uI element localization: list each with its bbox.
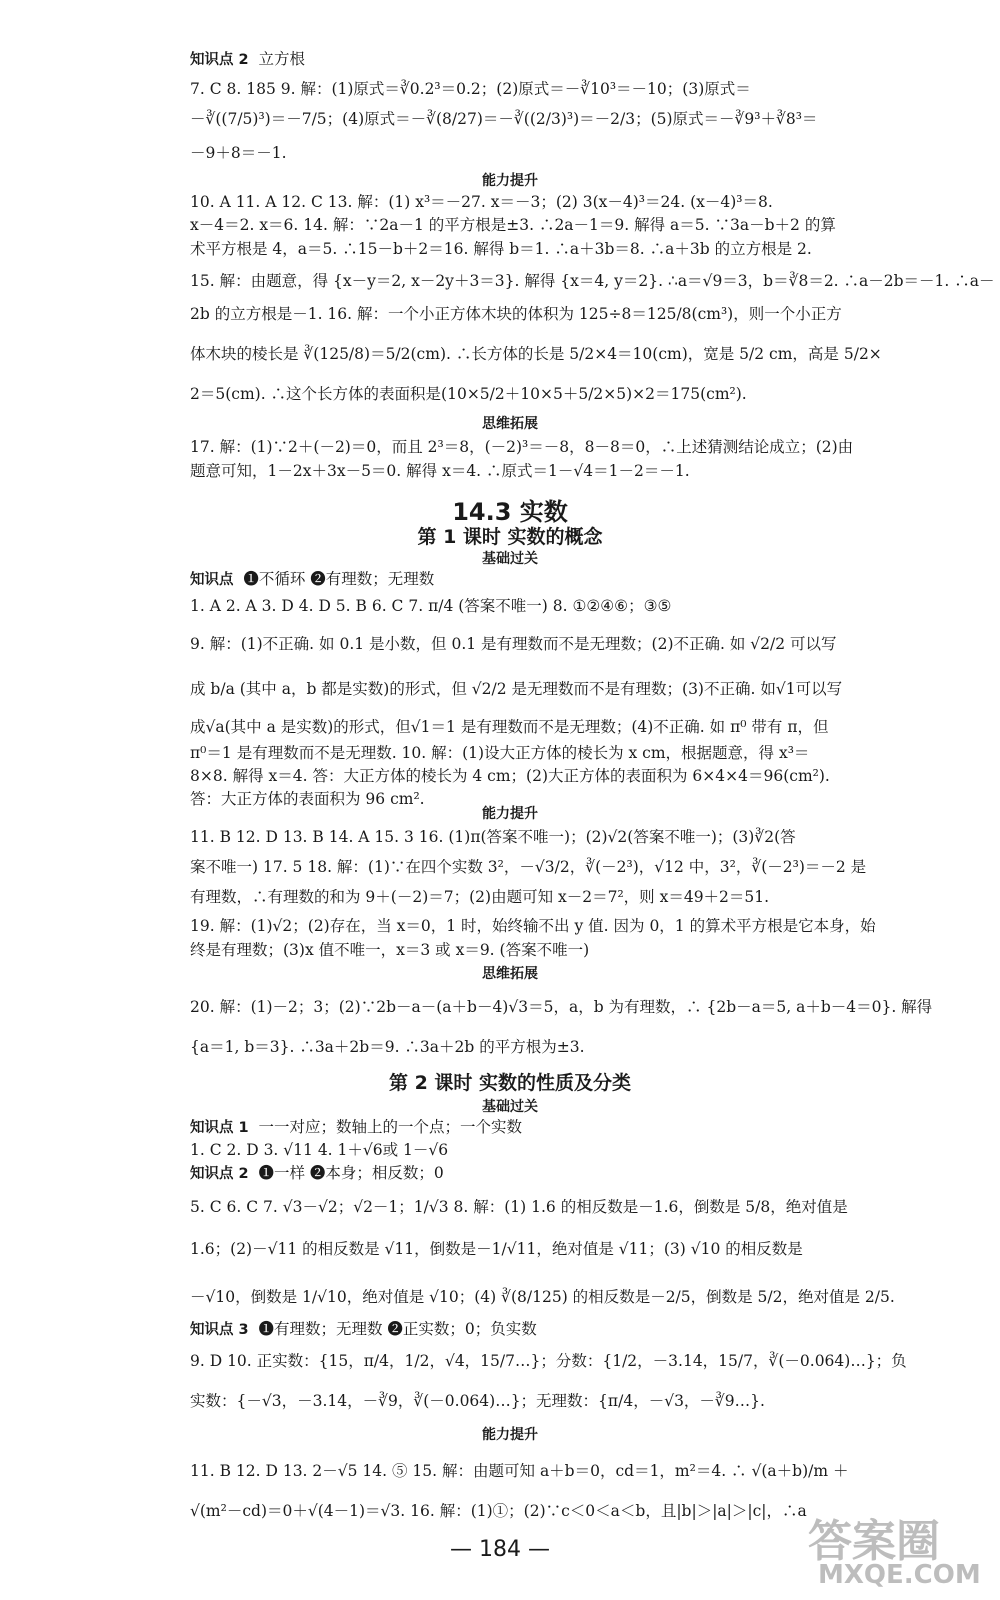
kp1-header [190, 1118, 830, 1138]
answer-line: 实数：{－√3，－3.14，－∛9，∛(－0.064)…}；无理数：{π/4，－√3，－∛9…}. [190, 1392, 765, 1410]
expand-heading: 思维拓展 [482, 416, 538, 432]
kp2-label: 知识点 2 [190, 1166, 249, 1182]
answer-line: x－4＝2. x＝6. 14. 解：∵2a－1 的平方根是±3. ∴2a－1＝9. 解得 a＝5. ∵3a－b＋2 的算 [190, 216, 836, 234]
answer-line: 20. 解：(1)－2；3；(2)∵2b－a－(a＋b－4)√3＝5，a，b 为有理数，∴ {2b－a＝5, a＋b－4＝0}. 解得 [190, 998, 933, 1016]
answer-line: 17. 解：(1)∵2＋(－2)＝0，而且 2³＝8，(－2)³＝－8，8－8＝0，∴上述猜测结论成立；(2)由 [190, 438, 854, 456]
answer-line: 11. B 12. D 13. 2－√5 14. ⑤ 15. 解：由题可知 a＋b＝0，cd＝1，m²＝4. ∴ √(a＋b)/m ＋ [190, 1462, 849, 1480]
answer-line: 8×8. 解得 x＝4. 答：大正方体的棱长为 4 cm；(2)大正方体的表面积为 6×4×4＝96(cm²). [190, 767, 830, 785]
ability-heading: 能力提升 [482, 173, 538, 189]
page-number: — 184 — [450, 1537, 550, 1562]
kp2-header [190, 50, 830, 70]
answer-line: 案不唯一) 17. 5 18. 解：(1)∵在四个实数 3²，－√3/2，∛(－2³)，√12 中，3²，∛(－2³)＝－2 是 [190, 858, 867, 876]
kp3-header [190, 1320, 830, 1340]
answer-line: 1. C 2. D 3. √11 4. 1＋√6或 1－√6 [190, 1141, 449, 1159]
answer-line: 10. A 11. A 12. C 13. 解：(1) x³＝－27. x＝－3；(2) 3(x－4)³＝24. (x－4)³＝8. [190, 193, 773, 211]
ability-heading: 能力提升 [482, 806, 538, 822]
expand-heading: 思维拓展 [482, 966, 538, 982]
answer-line: 题意可知，1－2x＋3x－5＝0. 解得 x＝4. ∴原式＝1－√4＝1－2＝－1. [190, 462, 690, 480]
kp1-label: 知识点 1 [190, 1120, 249, 1136]
answer-line: －9＋8＝－1. [190, 144, 287, 162]
answer-line: 11. B 12. D 13. B 14. A 15. 3 16. (1)π(答案不唯一)；(2)√2(答案不唯一)；(3)∛2(答 [190, 828, 796, 846]
kp-header [190, 570, 830, 590]
answer-line: 成√a(其中 a 是实数)的形式，但√1＝1 是有理数而不是无理数；(4)不正确. 如 π⁰ 带有 π，但 [190, 718, 829, 736]
answer-line: √(m²－cd)＝0＋√(4－1)＝√3. 16. 解：(1)①；(2)∵c＜0＜a＜b，且|b|＞|a|＞|c|，∴a [190, 1502, 807, 1520]
kp2-text: ❶一样 ❷本身；相反数；0 [258, 1164, 444, 1182]
basics-heading: 基础过关 [482, 1099, 538, 1115]
answer-line: π⁰＝1 是有理数而不是无理数. 10. 解：(1)设大正方体的棱长为 x cm，根据题意，得 x³＝ [190, 744, 810, 762]
kp-label: 知识点 [190, 572, 234, 588]
kp2-title: 立方根 [258, 50, 306, 68]
answer-line: －√10，倒数是 1/√10，绝对值是 √10；(4) ∛(8/125) 的相反数是－2/5，倒数是 5/2，绝对值是 2/5. [190, 1288, 895, 1306]
answer-line: 9. 解：(1)不正确. 如 0.1 是小数，但 0.1 是有理数而不是无理数；(2)不正确. 如 √2/2 可以写 [190, 635, 837, 653]
answer-line: 1.6；(2)－√11 的相反数是 √11，倒数是－1/√11，绝对值是 √11；(3) √10 的相反数是 [190, 1240, 803, 1258]
section-title: 14.3 实数 [452, 498, 568, 526]
lesson-title: 第 2 课时 实数的性质及分类 [388, 1072, 632, 1094]
lesson-title: 第 1 课时 实数的概念 [417, 526, 603, 548]
answer-line: －∛((7/5)³)＝－7/5；(4)原式＝－∛(8/27)＝－∛((2/3)³)＝－2/3；(5)原式＝－∛9³＋∛8³＝ [190, 110, 818, 128]
answer-line: {a＝1, b＝3}. ∴3a＋2b＝9. ∴3a＋2b 的平方根为±3. [190, 1038, 585, 1056]
answer-line: 终是有理数；(3)x 值不唯一，x＝3 或 x＝9. (答案不唯一) [190, 941, 590, 959]
basics-heading: 基础过关 [482, 551, 538, 567]
answer-line: 答：大正方体的表面积为 96 cm². [190, 790, 425, 808]
watermark-logo: 答案圈 [808, 1516, 940, 1567]
answer-line: 术平方根是 4，a＝5. ∴15－b＋2＝16. 解得 b＝1. ∴a＋3b＝8. ∴a＋3b 的立方根是 2. [190, 240, 812, 258]
watermark-url: MXQE.COM [818, 1560, 981, 1590]
kp2-label: 知识点 2 [190, 52, 249, 68]
kp2-header [190, 1164, 830, 1184]
kp3-text: ❶有理数；无理数 ❷正实数；0；负实数 [258, 1320, 537, 1338]
answer-line: 2＝5(cm). ∴这个长方体的表面积是(10×5/2＋10×5＋5/2×5)×2＝175(cm²). [190, 385, 747, 403]
answer-line: 体木块的棱长是 ∛(125/8)＝5/2(cm). ∴长方体的长是 5/2×4＝10(cm)，宽是 5/2 cm，高是 5/2× [190, 345, 882, 363]
answer-line: 1. A 2. A 3. D 4. D 5. B 6. C 7. π/4 (答案不唯一) 8. ①②④⑥；③⑤ [190, 597, 672, 615]
kp1-text: 一一对应；数轴上的一个点；一个实数 [258, 1118, 523, 1136]
kp3-label: 知识点 3 [190, 1322, 249, 1338]
answer-line: 15. 解：由题意，得 {x－y＝2, x－2y＋3＝3}. 解得 {x＝4, y＝2}. ∴a＝√9＝3，b＝∛8＝2. ∴a－2b＝－1. ∴a－ [190, 272, 995, 290]
kp-text: ❶不循环 ❷有理数；无理数 [243, 570, 435, 588]
answer-line: 成 b/a (其中 a，b 都是实数)的形式，但 √2/2 是无理数而不是有理数；(3)不正确. 如√1可以写 [190, 680, 843, 698]
ability-heading: 能力提升 [482, 1427, 538, 1443]
answer-line: 有理数，∴有理数的和为 9＋(－2)＝7；(2)由题可知 x－2＝7²，则 x＝49＋2＝51. [190, 888, 770, 906]
answer-line: 7. C 8. 185 9. 解：(1)原式＝∛0.2³＝0.2；(2)原式＝－∛10³＝－10；(3)原式＝ [190, 80, 751, 98]
answer-line: 2b 的立方根是－1. 16. 解：一个小正方体木块的体积为 125÷8＝125/8(cm³)，则一个小正方 [190, 305, 842, 323]
answer-line: 5. C 6. C 7. √3－√2；√2－1；1/√3 8. 解：(1) 1.6 的相反数是－1.6，倒数是 5/8，绝对值是 [190, 1198, 848, 1216]
answer-line: 9. D 10. 正实数：{15，π/4，1/2，√4，15/7…}；分数：{1/2，－3.14，15/7，∛(－0.064)…}；负 [190, 1352, 907, 1370]
answer-line: 19. 解：(1)√2；(2)存在，当 x＝0，1 时，始终输不出 y 值. 因为 0，1 的算术平方根是它本身，始 [190, 917, 876, 935]
